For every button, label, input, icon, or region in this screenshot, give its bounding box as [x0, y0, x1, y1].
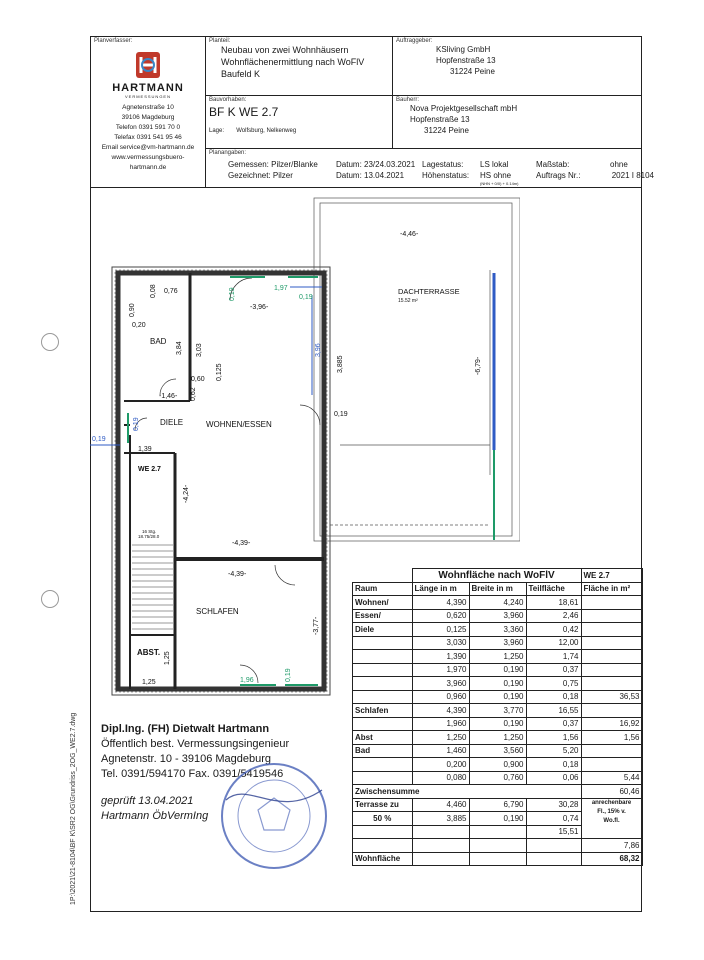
cell-b: 3,770 [469, 704, 526, 718]
cell-t: 0,18 [526, 758, 581, 772]
cell-b: 0,900 [469, 758, 526, 772]
cell-t: 18,61 [526, 596, 581, 610]
dim-label: 1,39 [138, 446, 152, 453]
cell-t: 0,75 [526, 677, 581, 691]
table-title: Wohnfläche nach WoFlV [412, 569, 581, 583]
empty-cell [353, 839, 413, 853]
anrechenbar-note [581, 798, 642, 839]
bauherr-line-3: 31224 Peine [424, 126, 469, 135]
cell-f [581, 596, 642, 610]
dim-label: 0,19 [229, 287, 236, 301]
table-row [353, 744, 643, 758]
room-bad: BAD [150, 337, 167, 346]
dachterrasse-area [314, 198, 520, 541]
dim-label: -3,77- [313, 616, 320, 635]
table-row [353, 596, 643, 610]
cell-raum: Abst [353, 731, 413, 745]
terrasse-laenge-2: 3,885 [412, 812, 469, 826]
stairs-label: 16 Stg. [142, 529, 157, 534]
cell-raum [353, 650, 413, 664]
terrasse-teil-2: 0,74 [526, 812, 581, 826]
lagestatus-value: LS lokal [480, 160, 509, 169]
lage-value: Wolfsburg, Nelkenweg [236, 128, 297, 134]
checked-date: geprüft 13.04.2021 [101, 795, 194, 807]
cell-b: 3,960 [469, 609, 526, 623]
bauherr-line-2: Hopfenstraße 13 [410, 115, 470, 124]
zwischensumme-value: 60,46 [581, 785, 642, 799]
hoehenstatus-note: (NHN + 0/0) + 0.14m) [480, 181, 519, 186]
cell-f: 5,44 [581, 771, 642, 785]
table-row [353, 704, 643, 718]
table-row [353, 623, 643, 637]
planangaben-label: Planangaben: [209, 150, 247, 156]
cell-raum: Diele [353, 623, 413, 637]
dim-label: 1,25 [164, 651, 171, 665]
anrechenbar-line-1: anrechenbare [591, 799, 632, 806]
hartmann-logo-icon [134, 50, 162, 80]
company-phone: Telefon 0391 591 70 0 [115, 124, 181, 131]
col-flaeche: Fläche in m² [581, 582, 642, 596]
cell-l: 1,960 [412, 717, 469, 731]
company-sub: VERMESSUNGEN [124, 94, 171, 99]
cell-raum [353, 690, 413, 704]
empty-cell [353, 825, 413, 839]
table-row [353, 636, 643, 650]
cell-f [581, 758, 642, 772]
empty-cell [469, 852, 526, 866]
cell-t: 0,37 [526, 717, 581, 731]
empty-cell [412, 839, 469, 853]
cell-t: 5,20 [526, 744, 581, 758]
dim-label: -4,24- [183, 484, 190, 503]
cell-l: 1,250 [412, 731, 469, 745]
dim-label: 3,96 [315, 343, 322, 357]
massstab-value: ohne [610, 160, 628, 169]
cell-f [581, 609, 642, 623]
terrasse-sum: 15,51 [526, 825, 581, 839]
stairs [132, 545, 173, 629]
auftraggeber-line-1: KSliving GmbH [436, 45, 491, 54]
bauherr-cell [393, 96, 642, 149]
planteil-line-3: Baufeld K [221, 69, 261, 79]
planteil-cell [206, 37, 393, 96]
table-row [353, 677, 643, 691]
cell-raum [353, 771, 413, 785]
cell-l: 4,390 [412, 704, 469, 718]
planangaben-cell [206, 149, 654, 188]
dim-label: 3,84 [176, 341, 183, 355]
empty-cell [526, 839, 581, 853]
lage-label: Lage: [209, 128, 225, 134]
cell-f [581, 636, 642, 650]
terrasse-teil-1: 30,28 [526, 798, 581, 812]
company-email: Email service@vm-hartmann.de [101, 144, 195, 151]
title-block [90, 36, 654, 188]
dim-label: 1,97 [274, 285, 288, 292]
cell-b: 0,190 [469, 690, 526, 704]
cell-f [581, 744, 642, 758]
datum-2: Datum: 13.04.2021 [336, 171, 405, 180]
hoehenstatus-label: Höhenstatus: [422, 171, 470, 180]
dim-label: 0,08 [150, 284, 157, 298]
table-body [353, 596, 643, 785]
terrasse-breite-1: 6,790 [469, 798, 526, 812]
checked-by: Hartmann ÖbVermIng [101, 810, 209, 822]
table-row [353, 731, 643, 745]
planverfasser-label: Planverfasser: [94, 38, 133, 44]
cell-b: 3,960 [469, 636, 526, 650]
cell-l: 1,460 [412, 744, 469, 758]
inner-walls [124, 273, 324, 689]
table-row [353, 771, 643, 785]
empty-cell [469, 825, 526, 839]
auftraggeber-line-3: 31224 Peine [450, 67, 495, 76]
cell-l: 0,960 [412, 690, 469, 704]
dim-label: 0,19 [92, 436, 106, 443]
cell-t: 1,74 [526, 650, 581, 664]
company-web: www.vermessungsbuero-hartmann.de [111, 154, 185, 171]
auftraggeber-cell [393, 37, 642, 96]
cell-raum [353, 758, 413, 772]
dim-label: 0,19 [133, 417, 140, 431]
dim-label: 0,62 [190, 387, 197, 401]
cell-l: 3,960 [412, 677, 469, 691]
dim-label: -3,96- [250, 304, 269, 311]
cell-t: 16,55 [526, 704, 581, 718]
planteil-label: Planteil: [209, 38, 231, 44]
table-row [353, 717, 643, 731]
datum-1: Datum: 23/24.03.2021 [336, 160, 416, 169]
terrasse-value: 7,86 [581, 839, 642, 853]
empty-cell [526, 852, 581, 866]
planteil-line-2: Wohnflächenermittlung nach WoFlV [221, 57, 365, 67]
cell-f [581, 704, 642, 718]
bauvorhaben-cell [206, 96, 393, 149]
cell-b: 1,250 [469, 731, 526, 745]
wohnflaeche-table [352, 568, 643, 866]
wohnflaeche-label: Wohnfläche [353, 852, 413, 866]
cell-f [581, 650, 642, 664]
cell-f [581, 677, 642, 691]
cell-raum [353, 677, 413, 691]
official-seal-icon [218, 760, 330, 872]
cell-l: 0,200 [412, 758, 469, 772]
auftraggeber-line-2: Hopfenstraße 13 [436, 56, 496, 65]
room-diele: DIELE [160, 418, 184, 427]
cell-raum [353, 663, 413, 677]
cell-b: 0,760 [469, 771, 526, 785]
hoehenstatus-value: HS ohne [480, 171, 512, 180]
cell-l: 0,125 [412, 623, 469, 637]
dim-label: -6,79- [475, 356, 482, 375]
terrasse-breite-2: 0,190 [469, 812, 526, 826]
auftragsnr-value: 2021 I 8104 [611, 171, 654, 180]
punch-hole-bottom [41, 590, 59, 608]
terrasse-pct: 50 % [353, 812, 413, 826]
massstab-label: Maßstab: [536, 160, 570, 169]
planverfasser-cell [91, 37, 206, 188]
cell-t: 0,42 [526, 623, 581, 637]
table-we: WE 2.7 [581, 569, 642, 583]
cell-f: 16,92 [581, 717, 642, 731]
cell-t: 0,37 [526, 663, 581, 677]
wohnflaeche-value: 68,32 [581, 852, 642, 866]
dim-label: -4,39- [232, 540, 251, 547]
cell-b: 3,560 [469, 744, 526, 758]
zwischensumme-label: Zwischensumme [353, 785, 582, 799]
auftragsnr-label: Auftrags Nr.: [536, 171, 581, 180]
cell-raum: Bad [353, 744, 413, 758]
gemessen-text: Gemessen: Pilzer/Blanke [228, 160, 318, 169]
cell-b: 3,360 [469, 623, 526, 637]
surveyor-contact: Tel. 0391/594170 Fax. 0391/5419546 [101, 768, 284, 780]
room-wohnen: WOHNEN/ESSEN [206, 420, 272, 429]
room-we: WE 2.7 [138, 466, 161, 473]
col-breite: Breite in m [469, 582, 526, 596]
dim-label: 0,60 [191, 376, 205, 383]
dim-label: 3,03 [196, 343, 203, 357]
bauvorhaben-label: Bauvorhaben: [209, 97, 247, 103]
empty-cell [412, 825, 469, 839]
dim-label: 1,25 [142, 679, 156, 686]
terrasse-laenge-1: 4,460 [412, 798, 469, 812]
dim-label: -1,46- [159, 393, 178, 400]
dim-label: 0,20 [132, 322, 146, 329]
cell-l: 1,390 [412, 650, 469, 664]
bauherr-line-1: Nova Projektgesellschaft mbH [410, 104, 518, 113]
cell-b: 1,250 [469, 650, 526, 664]
planteil-line-1: Neubau von zwei Wohnhäusern [221, 45, 349, 55]
cell-f: 36,53 [581, 690, 642, 704]
cell-f: 1,56 [581, 731, 642, 745]
col-laenge: Länge in m [412, 582, 469, 596]
cell-l: 1,970 [412, 663, 469, 677]
cell-b: 0,190 [469, 663, 526, 677]
cell-b: 0,190 [469, 677, 526, 691]
anrechenbar-line-2: Fl., 15% v. [597, 808, 626, 815]
punch-hole-top [41, 333, 59, 351]
room-abst: ABST. [137, 648, 161, 657]
dim-label: 3,885 [337, 355, 344, 373]
empty-cell [353, 569, 413, 583]
auftraggeber-label: Auftraggeber: [396, 38, 433, 44]
col-raum: Raum [353, 582, 413, 596]
anrechenbar-line-3: Wo.fl. [603, 817, 620, 824]
surveyor-name: Dipl.Ing. (FH) Dietwalt Hartmann [101, 723, 270, 735]
cell-f [581, 663, 642, 677]
bauvorhaben-value: BF K WE 2.7 [209, 105, 279, 119]
table-row [353, 609, 643, 623]
dim-label: -4,39- [228, 571, 247, 578]
cell-t: 2,46 [526, 609, 581, 623]
lagestatus-label: Lagestatus: [422, 160, 464, 169]
room-schlafen: SCHLAFEN [196, 607, 239, 616]
cell-l: 0,080 [412, 771, 469, 785]
stairs-label-2: 18.75/28.0 [138, 534, 160, 539]
company-name: HARTMANN [112, 82, 184, 94]
table-row [353, 663, 643, 677]
table-row [353, 758, 643, 772]
cell-raum: Schlafen [353, 704, 413, 718]
cell-b: 0,190 [469, 717, 526, 731]
surveyor-title: Öffentlich best. Vermessungsingenieur [101, 738, 290, 750]
empty-cell [469, 839, 526, 853]
cell-t: 12,00 [526, 636, 581, 650]
terrasse-label: Terrasse zu [353, 798, 413, 812]
file-path-text: 1P:\2021\21-8104\BF K\SR2 OG\Grundriss_2OG_WE2.7.dwg [70, 712, 77, 905]
dim-label: 0,19 [299, 294, 313, 301]
surveyor-address: Agnetenstr. 10 - 39106 Magdeburg [101, 753, 272, 765]
dim-label: 0,19 [285, 668, 292, 682]
company-fax: Telefax 0391 541 95 46 [114, 134, 182, 141]
outer-wall [112, 267, 330, 695]
empty-cell [412, 852, 469, 866]
dim-label: 0,125 [216, 363, 223, 381]
dim-label: 0,76 [164, 288, 178, 295]
cell-raum: Wohnen/ [353, 596, 413, 610]
cell-raum [353, 717, 413, 731]
table-row [353, 690, 643, 704]
cell-t: 0,18 [526, 690, 581, 704]
col-teil: Teilfläche [526, 582, 581, 596]
checked-note [101, 794, 208, 824]
cell-raum: Essen/ [353, 609, 413, 623]
cell-l: 4,390 [412, 596, 469, 610]
bauherr-label: Bauherr: [396, 97, 420, 103]
dachterrasse-area-value: 15.52 m² [398, 298, 418, 304]
dim-label: 0,90 [129, 303, 136, 317]
room-dachterrasse: DACHTERRASSE [398, 287, 460, 296]
cell-t: 1,56 [526, 731, 581, 745]
cell-raum [353, 636, 413, 650]
cell-f [581, 623, 642, 637]
cell-l: 3,030 [412, 636, 469, 650]
cell-l: 0,620 [412, 609, 469, 623]
dim-label: -4,46- [400, 231, 419, 238]
cell-b: 4,240 [469, 596, 526, 610]
cell-t: 0,06 [526, 771, 581, 785]
gezeichnet-text: Gezeichnet: Pilzer [228, 171, 293, 180]
dim-label: 0,19 [334, 411, 348, 418]
dim-label: 1,96 [240, 677, 254, 684]
table-row [353, 650, 643, 664]
company-address-1: Agnetenstraße 10 [122, 104, 174, 111]
company-address-2: 39106 Magdeburg [121, 114, 175, 121]
